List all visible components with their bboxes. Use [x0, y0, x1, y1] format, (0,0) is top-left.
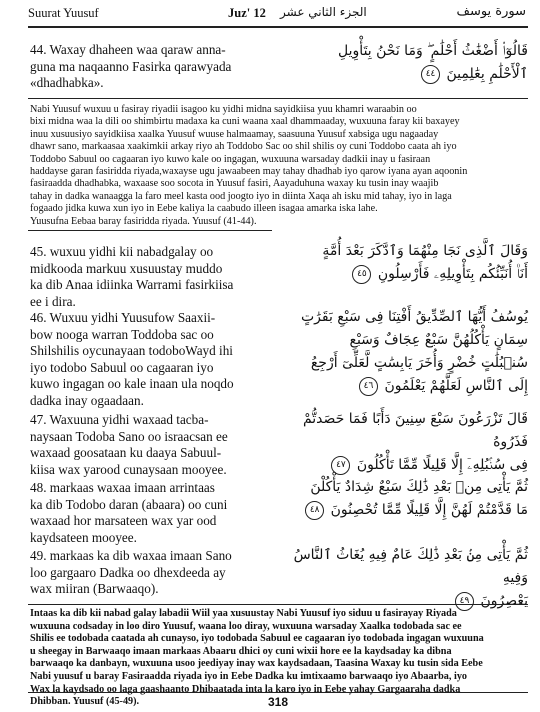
page-number: 318 — [267, 695, 289, 709]
verse-48-arabic — [288, 476, 528, 522]
commentary-line: Nabi Yuusuf wuxuu u fasiray riyadii isagoo ku yidhi midna sayidkiisa yuu khamri waraabin oo — [30, 104, 417, 115]
arabic-line: يَعْصِرُونَ ٤٩ — [288, 590, 528, 613]
commentary-line: Intaas ka dib kii nabad galay labadii Wiil yaa xusuustay Nabi Yuusuf iyo siduu u fasirayay Riyada — [30, 608, 457, 619]
verse-line: midkooda markuu xusuustay muddo — [30, 260, 223, 276]
verse-45-translation — [30, 244, 280, 310]
arabic-line: أَنَا۠ أُنَبِّئُكُم بِتَأْوِيلِهِۦ فَأَرْسِلُونِ ٤٥ — [288, 263, 528, 286]
commentary-line: Wax la kaydsado oo laga gaashaanto Dhibaatada inta la karo iyo in Eebe yahay Gargaaraha dadka — [30, 683, 461, 695]
verse-marker: ٤٩ — [455, 592, 474, 611]
commentary-line: u sheegay in Barwaaqo imaan markaas Abaaru dhici oy cuni wixii hore ee la kaydsaday ka dibna — [30, 645, 452, 657]
verse-45-arabic — [288, 240, 528, 286]
commentary-line: inuu xusuusiyo sayidkiisa xaalka Yuusuf wuuse halmaamay, saasuuna Yuusuf xabsiga ugu nagaaday — [30, 128, 439, 140]
verse-49-translation — [30, 548, 280, 598]
verse-49-arabic — [288, 544, 528, 613]
page-footer — [28, 692, 528, 709]
commentary-line: fogaado jidka kuwa xun iyo in Eebe kaliya la caabudo illeen isagaa amarka iska lahe. — [30, 203, 378, 215]
verse-line: loo gargaaro Dadka oo dhexdeeda ay — [30, 564, 226, 580]
arabic-line: مَا قَدَّمْتُمْ لَهُنَّ إِلَّا قَلِيلًا مِّمَّا تُحْصِنُونَ ٤٨ — [288, 499, 528, 522]
verse-line: waxaad hor marsateen wax yar ood — [30, 513, 217, 528]
verse-47-translation — [30, 412, 280, 478]
arabic-line: قَالُوٓا۟ أَضْغَٰثُ أَحْلَٰمٍ ۖ وَمَا نَحْنُ بِتَأْوِيلِ — [338, 43, 528, 59]
verse-46 — [28, 310, 528, 410]
arabic-line: يُوسُفُ أَيُّهَا ٱلصِّدِّيقُ أَفْتِنَا فِى سَبْعِ بَقَرَٰتٍ — [300, 309, 528, 325]
section-divider — [28, 230, 272, 231]
commentary-1 — [30, 104, 518, 228]
verse-line: 48. markaas waxaa imaan arrintaas — [30, 480, 215, 495]
arabic-line: ثُمَّ يَأْتِى مِنۢ بَعْدِ ذَٰلِكَ عَامٌ فِيهِ يُغَاثُ ٱلنَّاسُ وَفِيهِ — [293, 547, 528, 586]
commentary-line: wuxuuna codsaday in loo diro Yuusuf, waana loo diray, wuxuuna warsaday Xaalka todobada sac ee — [30, 620, 462, 632]
header-rule — [28, 26, 528, 28]
verse-47 — [28, 412, 528, 480]
verse-line: 47. Waxuuna yidhi waxaad tacba- — [30, 412, 209, 427]
commentary-source: Yuusufna Eebaa baray fasiridda riyada. Yuusuf (41-44). — [30, 215, 257, 227]
verse-line: dadka inay ogaadaan. — [30, 392, 144, 408]
verse-marker: ٤٦ — [359, 377, 378, 396]
commentary-line: dhawr sano, markaasaa xaakimkii arkay riyo ah Toddobo Sac oo shil shilis oy cuni Toddobo caata ah iyo — [30, 141, 457, 153]
arabic-line: فِى سُنۢبُلِهِۦٓ إِلَّا قَلِيلًا مِّمَّا تَأْكُلُونَ ٤٧ — [288, 454, 528, 477]
commentary-line: haddayse garan fasiridda riyada,waxayse ugu jawaabeen may tahay dhadhab iyo qarow iyana ayan aqoonin — [30, 166, 468, 178]
verse-marker: ٤٨ — [305, 501, 324, 520]
verse-46-translation — [30, 310, 280, 409]
arabic-line: ثُمَّ يَأْتِى مِنۢ بَعْدِ ذَٰلِكَ سَبْعٌ شِدَادٌ يَأْكُلْنَ — [310, 479, 528, 495]
surah-name-arabic: سورة يوسف — [456, 4, 526, 19]
verse-line: waxaad goosataan ku daaya Sabuul- — [30, 445, 222, 460]
verse-49 — [28, 547, 528, 609]
verse-line: Shilshilis oycunayaan todoboWayd ihi — [30, 343, 233, 358]
verse-line: 44. Waxay dhaheen waa qaraw anna- — [30, 42, 226, 57]
verse-marker: ٤٥ — [352, 265, 371, 284]
verse-44 — [28, 42, 528, 92]
verse-line: kaydsateen mooyee. — [30, 529, 137, 545]
verse-marker: ٤٧ — [331, 456, 350, 475]
commentary-line: tahay in dadka wanaagga la faro meel kasta ood joogto iyo in diinta Xaqa ah isku mid tahay, iyo in laga — [30, 190, 452, 202]
juz-label: Juz' 12 — [228, 6, 266, 20]
commentary-line: fasiraadda dhadhabka, waxaase soo socota in Yuusuf fasiri, Aayaduhuna waxay ku tusin inay waajib — [30, 178, 439, 190]
verse-44-translation — [30, 42, 275, 92]
commentary-line: Nabi yuusuf u baray Fasiraadda riyada iyo in Eebe Dadka ku imtixaamo barwaaqo iyo Abaarba, iyo — [30, 670, 468, 682]
verse-marker: ٤٤ — [421, 65, 440, 84]
verse-line: 49. markaas ka dib waxaa imaan Sano — [30, 548, 232, 563]
arabic-line: إِلَى ٱلنَّاسِ لَعَلَّهُمْ يَعْلَمُونَ ٤٦ — [288, 375, 528, 398]
verse-line: ee i dira. — [30, 293, 76, 309]
verse-line: kuwo ingagan oo kale inaan ula noqdo — [30, 376, 234, 391]
juz-label-arabic: الجزء الثاني عشر — [280, 5, 367, 19]
page-header — [28, 4, 528, 26]
verse-line: bow nooga warran Toddoba sac oo — [30, 326, 214, 342]
arabic-line: وَقَالَ ٱلَّذِى نَجَا مِنْهُمَا وَٱدَّكَرَ بَعْدَ أُمَّةٍ — [322, 243, 528, 259]
verse-line: iyo todobo Sabuul oo cagaaran iyo — [30, 359, 214, 375]
verse-line: «dhadhabka». — [30, 75, 104, 90]
commentary-line: barwaaqo ka danbayn, wuxuuna usoo jeediyay inay wax kaydsadaan, Taasina Waxay ku tusin sida Eebe — [30, 658, 483, 670]
commentary-line: Shilis ee todobada caatada ah cunayso, iyo todobada Sabuul ee cagaaran iyo todobada ingagan wuxuuna — [30, 633, 484, 645]
commentary-line: bixi midna waa la dili oo shimbirtu madaxa ka cuni waana xaal dhammaaday, wuxuuna faray kii baxayey — [30, 116, 460, 128]
verse-line: ka dib Todobo daran (abaara) oo cuni — [30, 496, 228, 512]
verse-line: naysaan Todoba Sano oo israacsan ee — [30, 428, 228, 444]
verse-line: ka dib Anaa idiinka Warrami fasirkiisa — [30, 277, 234, 292]
commentary-line: Toddobo Sabuul oo cagaaran iyo kuwo kale oo ingagan, wuxuuna warsaday dadkii inay u fasiraan — [30, 153, 431, 165]
verse-line: wax miiran (Barwaaqo). — [30, 581, 159, 596]
verse-line: kiisa wax yarood cunaysaan mooyee. — [30, 461, 227, 477]
verse-line: 45. wuxuu yidhi kii nabadgalay oo — [30, 244, 214, 259]
arabic-line: قَالَ تَزْرَعُونَ سَبْعَ سِنِينَ دَأَبًا فَمَا حَصَدتُّمْ فَذَرُوهُ — [302, 411, 528, 450]
verse-line: guna ma naqaanno Fasirka qarawyada — [30, 58, 232, 74]
verse-45 — [28, 244, 528, 310]
verse-48-translation — [30, 480, 280, 546]
verse-44-arabic — [283, 40, 528, 86]
verse-48 — [28, 480, 528, 548]
verse-46-arabic — [288, 306, 528, 398]
verse-47-arabic — [288, 408, 528, 477]
commentary-line: Dhibban. Yuusuf (45-49). — [30, 696, 140, 708]
arabic-line: سُنۢبُلَٰتٍ خُضْرٍ وَأُخَرَ يَابِسَٰتٍ لَّعَلِّىٓ أَرْجِعُ — [310, 355, 528, 371]
commentary-2-rule — [28, 604, 528, 605]
surah-name-latin: Suurat Yuusuf — [28, 6, 99, 20]
verse-line: 46. Wuxuu yidhi Yuusufow Saaxii- — [30, 310, 216, 325]
arabic-line: ٱلْأَحْلَٰمِ بِعَٰلِمِينَ ٤٤ — [283, 63, 528, 86]
arabic-line: سِمَانٍ يَأْكُلُهُنَّ سَبْعٌ عِجَافٌ وَسَبْعِ — [349, 332, 528, 348]
commentary-top-rule — [28, 98, 528, 99]
